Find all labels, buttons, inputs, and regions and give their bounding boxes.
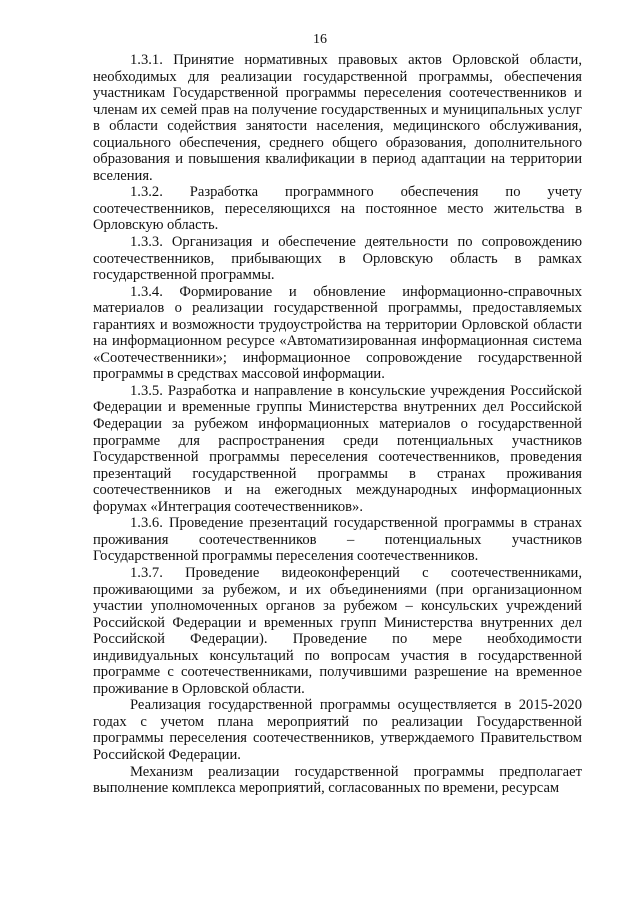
paragraph-1-3-5: 1.3.5. Разработка и направление в консульские учреждения Российской Федерации и временные группы Министерства внутренних дел Российской Федерации за рубежом информационных материалов о государственной программе для распространения среди потенциальных участников Государственной программы переселения соотечественников, проведения презентаций государственной программы в странах проживания соотечественников и на ежегодных международных информационных форумах «Интеграция соотечественников».: [93, 382, 582, 515]
paragraph-implementation: Реализация государственной программы осуществляется в 2015-2020 годах с учетом плана мероприятий по реализации Государственной программы переселения соотечественников, утверждаемого Правительством Российской Федерации.: [93, 697, 582, 763]
page-number: 16: [313, 32, 327, 47]
paragraph-1-3-1: 1.3.1. Принятие нормативных правовых актов Орловской области, необходимых для реализации государственной программы, обеспечения участникам Государственной программы переселения соотечественников и членам их семей прав на получение государственных и муниципальных услуг в области содействия занятости населения, медицинского обслуживания, социального обеспечения, среднего общего образования, дополнительного образования и повышения квалификации в период адаптации на территории вселения.: [93, 52, 582, 184]
paragraph-1-3-4: 1.3.4. Формирование и обновление информационно-справочных материалов о реализации государственной программы, предоставляемых гарантиях и возможности трудоустройства на территории Орловской области на информационном ресурсе «Автоматизированная информационная система «Соотечественники»; информационное сопровождение государственной программы в средствах массовой информации.: [93, 283, 582, 383]
paragraph-1-3-6: 1.3.6. Проведение презентаций государственной программы в странах проживания соотечественников – потенциальных участников Государственной программы переселения соотечественников.: [93, 515, 582, 565]
document-body: [93, 52, 582, 797]
paragraph-1-3-2: 1.3.2. Разработка программного обеспечения по учету соотечественников, переселяющихся на постоянное место жительства в Орловскую область.: [93, 184, 582, 234]
paragraph-1-3-3: 1.3.3. Организация и обеспечение деятельности по сопровождению соотечественников, прибывающих в Орловскую область в рамках государственной программы.: [93, 234, 582, 284]
paragraph-1-3-7: 1.3.7. Проведение видеоконференций с соотечественниками, проживающими за рубежом, и их объединениями (при организационном участии уполномоченных органов за рубежом – консульских учреждений Российской Федерации и временных групп Министерства внутренних дел Российской Федерации). Проведение по мере необходимости индивидуальных консультаций по вопросам участия в государственной программе с соотечественниками, получившими разрешение на временное проживание в Орловской области.: [93, 564, 582, 697]
paragraph-mechanism: Механизм реализации государственной программы предполагает выполнение комплекса мероприятий, согласованных по времени, ресурсам: [93, 763, 582, 797]
